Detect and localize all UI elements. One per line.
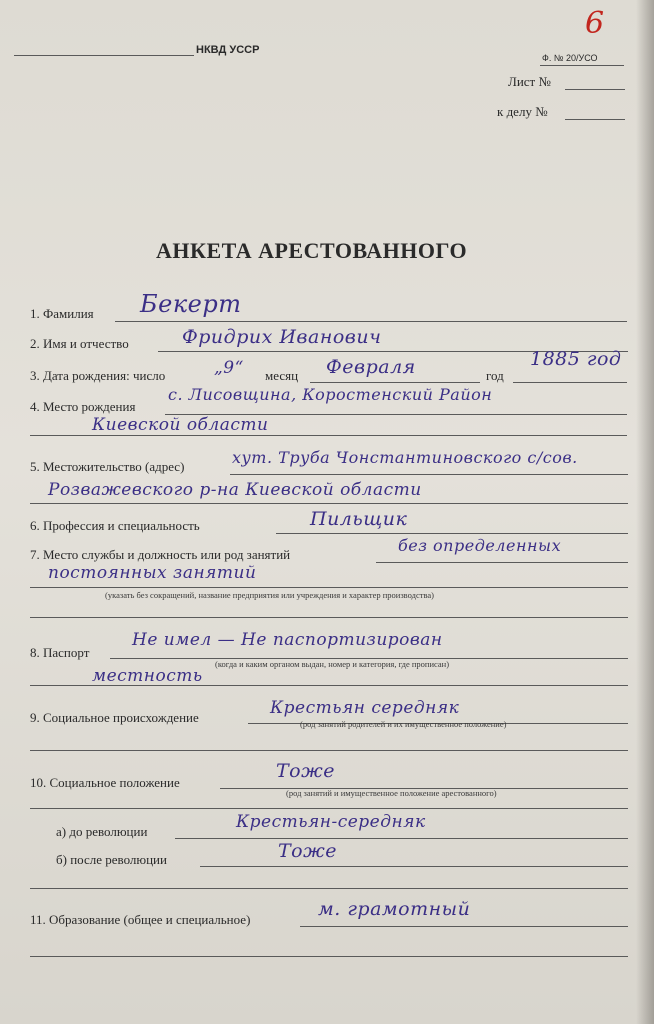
org-name: НКВД УССР	[196, 44, 260, 56]
origin-line-2	[30, 750, 628, 751]
page-number: 6	[585, 6, 605, 41]
birthplace-label: 4. Место рождения	[30, 399, 136, 414]
year-label: год	[486, 368, 504, 383]
birthdate-label: 3. Дата рождения: число	[30, 368, 166, 383]
profession-line	[276, 533, 628, 534]
status-hint: (род занятий и имущественное положение арестованного)	[286, 788, 497, 798]
surname-line	[115, 321, 627, 322]
passport-value-1: Не имел — Не паспортизирован	[132, 630, 443, 650]
education-line	[300, 926, 628, 927]
status-value: Тоже	[276, 760, 335, 782]
month-label: месяц	[265, 368, 299, 383]
employment-line-1	[376, 562, 628, 563]
birth-year: 1885 год	[530, 348, 622, 370]
status-line-2	[30, 808, 628, 809]
year-line	[513, 382, 627, 383]
employment-line-3	[30, 617, 628, 618]
form-underline	[540, 65, 624, 66]
residence-line-1	[230, 474, 628, 475]
surname-value: Бекерт	[140, 290, 242, 318]
birthplace-value-2: Киевской области	[92, 415, 269, 435]
before-revolution-value: Крестьян-середняк	[236, 812, 426, 832]
residence-value-1: хут. Труба Чонстантиновского с/сов.	[232, 448, 578, 467]
residence-label: 5. Местожительство (адрес)	[30, 459, 185, 474]
after-revolution-value: Тоже	[278, 840, 337, 862]
name-value: Фридрих Иванович	[182, 326, 382, 348]
passport-hint: (когда и каким органом выдан, номер и категория, где прописан)	[215, 659, 450, 669]
status-label: 10. Социальное положение	[30, 775, 180, 790]
before-revolution-line	[175, 838, 628, 839]
employment-line-2	[30, 587, 628, 588]
origin-value: Крестьян середняк	[270, 698, 460, 718]
employment-label: 7. Место службы и должность или род занятий	[30, 547, 291, 562]
education-value: м. грамотный	[318, 898, 471, 920]
surname-label: 1. Фамилия	[30, 306, 94, 321]
after-revolution-label: б) после революции	[56, 852, 167, 867]
birthplace-line-2	[30, 435, 627, 436]
form-number: Ф. № 20/УСО	[542, 53, 598, 63]
after-revolution-line-2	[30, 888, 628, 889]
month-line	[310, 382, 480, 383]
origin-hint: (род занятий родителей и их имущественное положение)	[300, 719, 507, 729]
birth-month: Февраля	[326, 356, 416, 378]
form-title: АНКЕТА АРЕСТОВАННОГО	[156, 238, 468, 263]
page-edge-shadow	[636, 0, 654, 1024]
employment-value-1: без определенных	[398, 536, 562, 555]
sheet-line	[565, 89, 625, 90]
employment-hint: (указать без сокращений, название предприятия или учреждения и характер производства)	[105, 590, 434, 600]
passport-value-2: местность	[92, 666, 203, 686]
case-line	[565, 119, 625, 120]
employment-value-2: постоянных занятий	[48, 563, 257, 583]
education-label: 11. Образование (общее и специальное)	[30, 912, 251, 927]
case-label: к делу №	[497, 104, 548, 119]
after-revolution-line	[200, 866, 628, 867]
before-revolution-label: а) до революции	[56, 824, 148, 839]
residence-line-2	[30, 503, 628, 504]
profession-value: Пильщик	[310, 508, 408, 530]
birthplace-value-1: с. Лисовщина, Коростенский Район	[168, 385, 493, 404]
sheet-label: Лист №	[508, 74, 551, 89]
origin-label: 9. Социальное происхождение	[30, 710, 199, 725]
name-label: 2. Имя и отчество	[30, 336, 129, 351]
education-line-2	[30, 956, 628, 957]
residence-value-2: Розважевского р-на Киевской области	[48, 480, 422, 500]
passport-label: 8. Паспорт	[30, 645, 90, 660]
profession-label: 6. Профессия и специальность	[30, 518, 200, 533]
org-line	[14, 55, 194, 56]
birth-day: „9“	[214, 358, 244, 378]
